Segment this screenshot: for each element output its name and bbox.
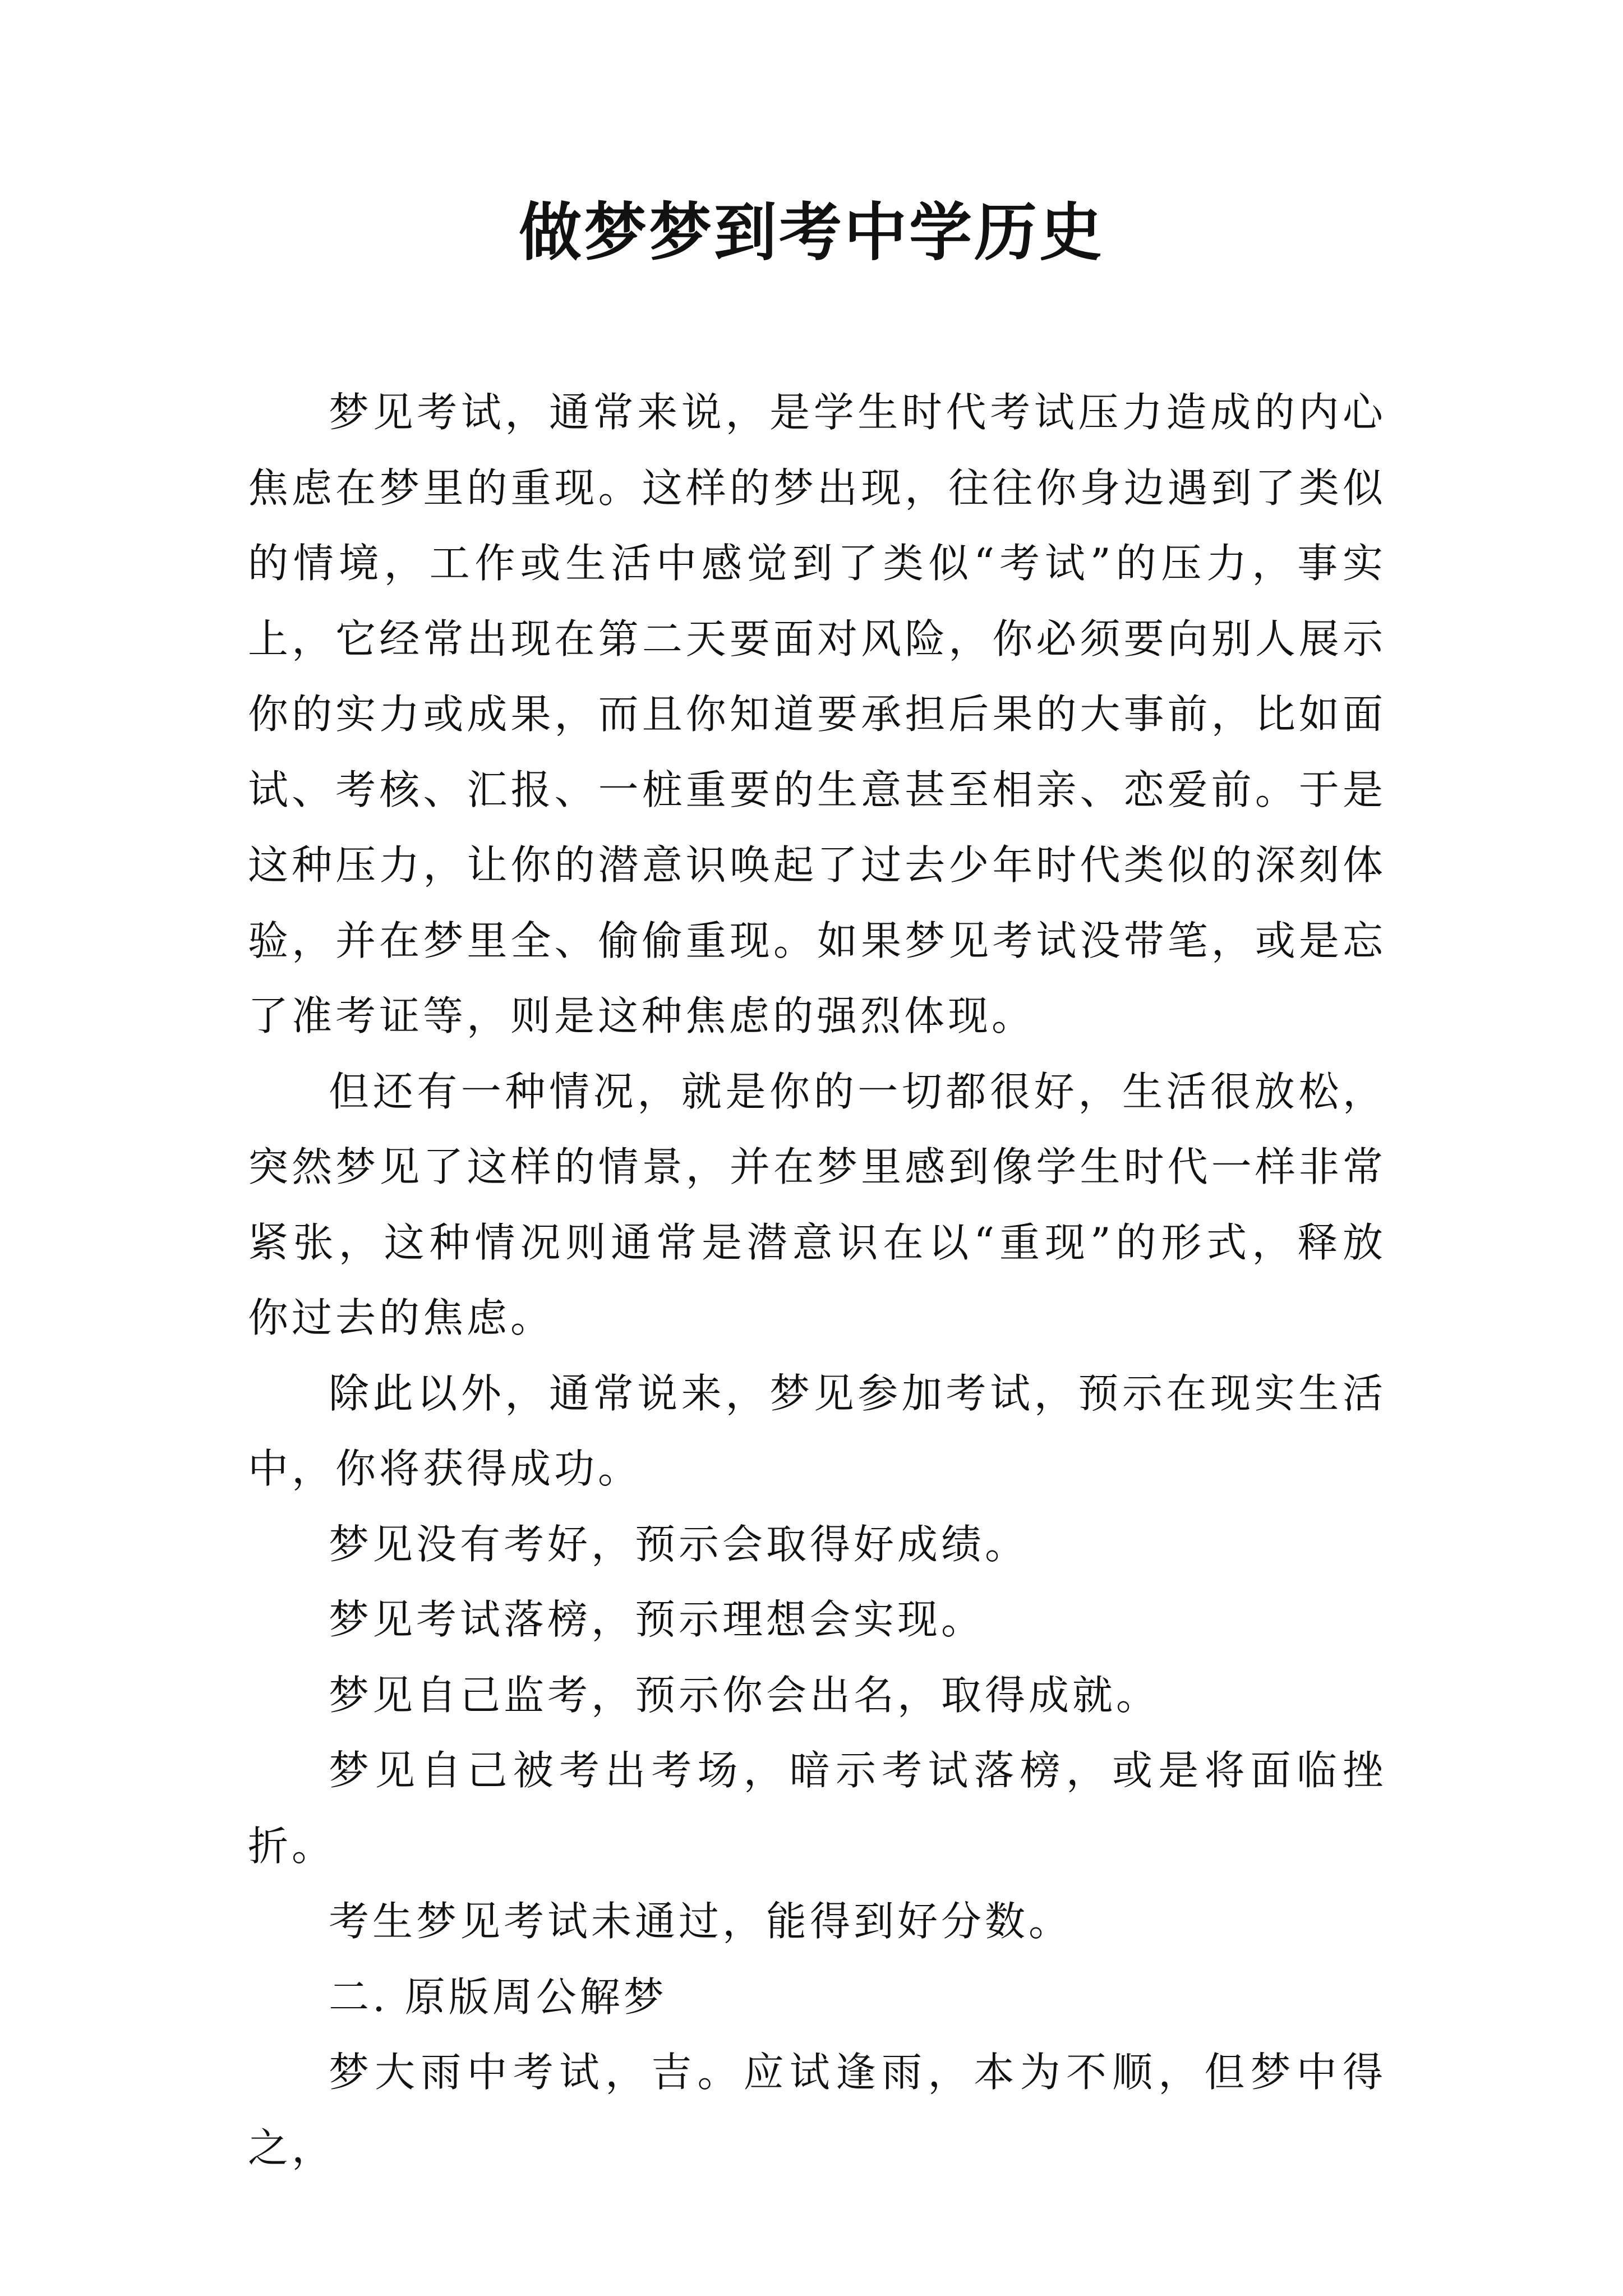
paragraph: 梦见考试，通常来说，是学生时代考试压力造成的内心焦虑在梦里的重现。这样的梦出现，往往你身边遇到了类似的情境，工作或生活中感觉到了类似“考试”的压力，事实上，它经常出现在第二天要面对风险，你必须要向别人展示你的实力或成果，而且你知道要承担后果的大事前，比如面试、考核、汇报、一桩重要的生意甚至相亲、恋爱前。于是这种压力，让你的潜意识唤起了过去少年时代类似的深刻体验，并在梦里全、偷偷重现。如果梦见考试没带笔，或是忘了准考证等，则是这种焦虑的强烈体现。 xyxy=(248,389,1386,1039)
section-heading: 二. 原版周公解梦 xyxy=(329,1973,667,2021)
paragraph: 梦大雨中考试，吉。应试逢雨，本为不顺，但梦中得之， xyxy=(248,2049,1386,2171)
paragraph: 梦见考试落榜，预示理想会实现。 xyxy=(329,1596,985,1643)
paragraph: 梦见自己被考出考场，暗示考试落榜，或是将面临挫折。 xyxy=(248,1747,1386,1870)
paragraph: 梦见自己监考，预示你会出名，取得成就。 xyxy=(329,1671,1160,1719)
paragraph: 考生梦见考试未通过，能得到好分数。 xyxy=(329,1898,1073,1945)
document-title: 做梦梦到考中学历史 xyxy=(519,196,1104,269)
paragraph: 梦见没有考好，预示会取得好成绩。 xyxy=(329,1520,1029,1568)
document-body xyxy=(248,375,1386,2185)
paragraph: 除此以外，通常说来，梦见参加考试，预示在现实生活中，你将获得成功。 xyxy=(248,1369,1386,1492)
paragraph: 但还有一种情况，就是你的一切都很好，生活很放松，突然梦见了这样的情景，并在梦里感到像学生时代一样非常紧张，这种情况则通常是潜意识在以“重现”的形式，释放你过去的焦虑。 xyxy=(248,1068,1386,1341)
